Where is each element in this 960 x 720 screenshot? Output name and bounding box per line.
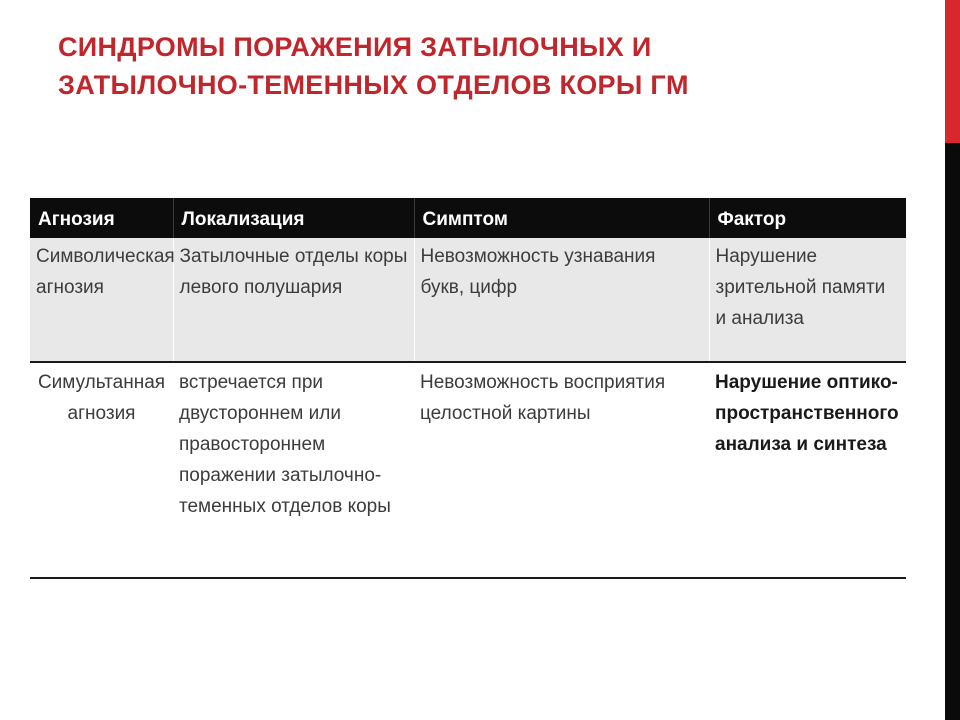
cell-symptom: Невозможность узнавания букв, цифр (414, 238, 709, 362)
cell-agnosia: Симультанная агнозия (30, 362, 173, 578)
table-row (30, 238, 906, 362)
table-row (30, 362, 906, 578)
accent-bar-red (945, 0, 960, 143)
slide-title-line-1: СИНДРОМЫ ПОРАЖЕНИЯ ЗАТЫЛОЧНЫХ И (58, 32, 652, 62)
table-header-row (30, 198, 906, 238)
header-factor: Фактор (709, 198, 906, 238)
cell-factor: Нарушение оптико-пространственного анализа и синтеза (709, 362, 906, 578)
cell-agnosia: Символическая агнозия (30, 238, 173, 362)
header-agnosia: Агнозия (30, 198, 173, 238)
cell-localization: встречается при двустороннем или правостороннем поражении затылочно-теменных отделов коры (173, 362, 414, 578)
header-localization: Локализация (173, 198, 414, 238)
syndromes-table (30, 198, 906, 579)
slide-title-line-2: ЗАТЫЛОЧНО-ТЕМЕННЫХ ОТДЕЛОВ КОРЫ ГМ (58, 70, 689, 100)
slide-title (58, 28, 918, 104)
cell-factor: Нарушение зрительной памяти и анализа (709, 238, 906, 362)
accent-bar-black (945, 143, 960, 720)
header-symptom: Симптом (414, 198, 709, 238)
cell-symptom: Невозможность восприятия целостной картины (414, 362, 709, 578)
cell-localization: Затылочные отделы коры левого полушария (173, 238, 414, 362)
